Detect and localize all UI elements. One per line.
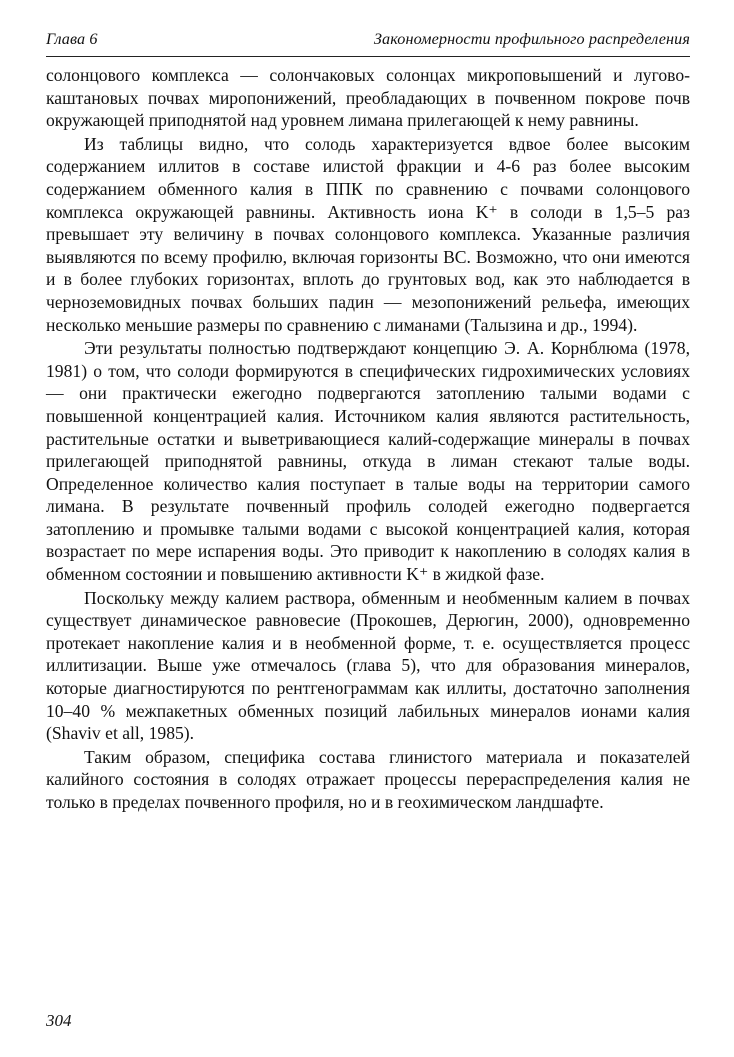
page-number: 304 (46, 1011, 72, 1030)
running-head (46, 30, 690, 54)
paragraph: Поскольку между калием раствора, обменным и необменным калием в почвах существует динамическое равновесие (Прокошев, Дерюгин, 2000), одновременно протекает накопление калия и в необменной форме, т. е. осуществляется процесс иллитизации. Выше уже отмечалось (глава 5), что для образования минералов, которые диагностируются по рентгенограммам как иллиты, достаточно заполнения 10–40 % межпакетных обменных позиций лабильных минералов ионами калия (Shaviv et all, 1985). (46, 587, 690, 744)
paragraph-continuation: солонцового комплекса — солончаковых солонцах микроповышений и лугово-каштановых почвах миропонижений, преобладающих в почвенном покрове почв окружающей приподнятой над уровнем лимана прилегающей к нему равнины. (46, 65, 690, 131)
header-rule (46, 56, 690, 57)
chapter-title: Закономерности профильного распределения (373, 30, 690, 48)
chapter-label: Глава 6 (46, 30, 98, 48)
paragraph: Из таблицы видно, что солодь характеризуется вдвое более высоким содержанием иллитов в составе илистой фракции и 4-6 раз более высоким содержанием обменного калия в ППК по сравнению с почвами солонцового комплекса окружающей равнины. Активность иона K⁺ в солоди в 1,5–5 раз превышает эту величину в почвах солонцового комплекса. Указанные различия выявляются по всему профилю, включая горизонты ВС. Возможно, что они имеются и в более глубоких горизонтах, вплоть до грунтовых вод, как это наблюдается в черноземовидных почвах больших падин — мезопонижений рельефа, имеющих несколько меньшие размеры по сравнению с лиманами (Талызина и др., 1994). (46, 133, 690, 335)
body-text (46, 64, 690, 814)
paragraph: Эти результаты полностью подтверждают концепцию Э. А. Корнблюма (1978, 1981) о том, что солоди формируются в специфических гидрохимических условиях — они практически ежегодно подвергаются затоплению талыми водами с повышенной концентрацией калия. Источником калия являются растительность, растительные остатки и выветривающиеся калий-содержащие минералы в почвах прилегающей приподнятой равнины, откуда в лиман стекают талые воды. Определенное количество калия поступает в талые воды на территории самого лимана. В результате почвенный профиль солодей ежегодно подвергается затоплению и промывке талыми водами с высокой концентрацией калия, которая возрастает по мере испарения воды. Это приводит к накоплению в солодях калия в обменном состоянии и повышению активности K⁺ в жидкой фазе. (46, 338, 690, 585)
paragraph: Таким образом, специфика состава глинистого материала и показателей калийного состояния в солодях отражает процессы перераспределения калия не только в пределах почвенного профиля, но и в геохимическом ландшафте. (46, 746, 690, 812)
